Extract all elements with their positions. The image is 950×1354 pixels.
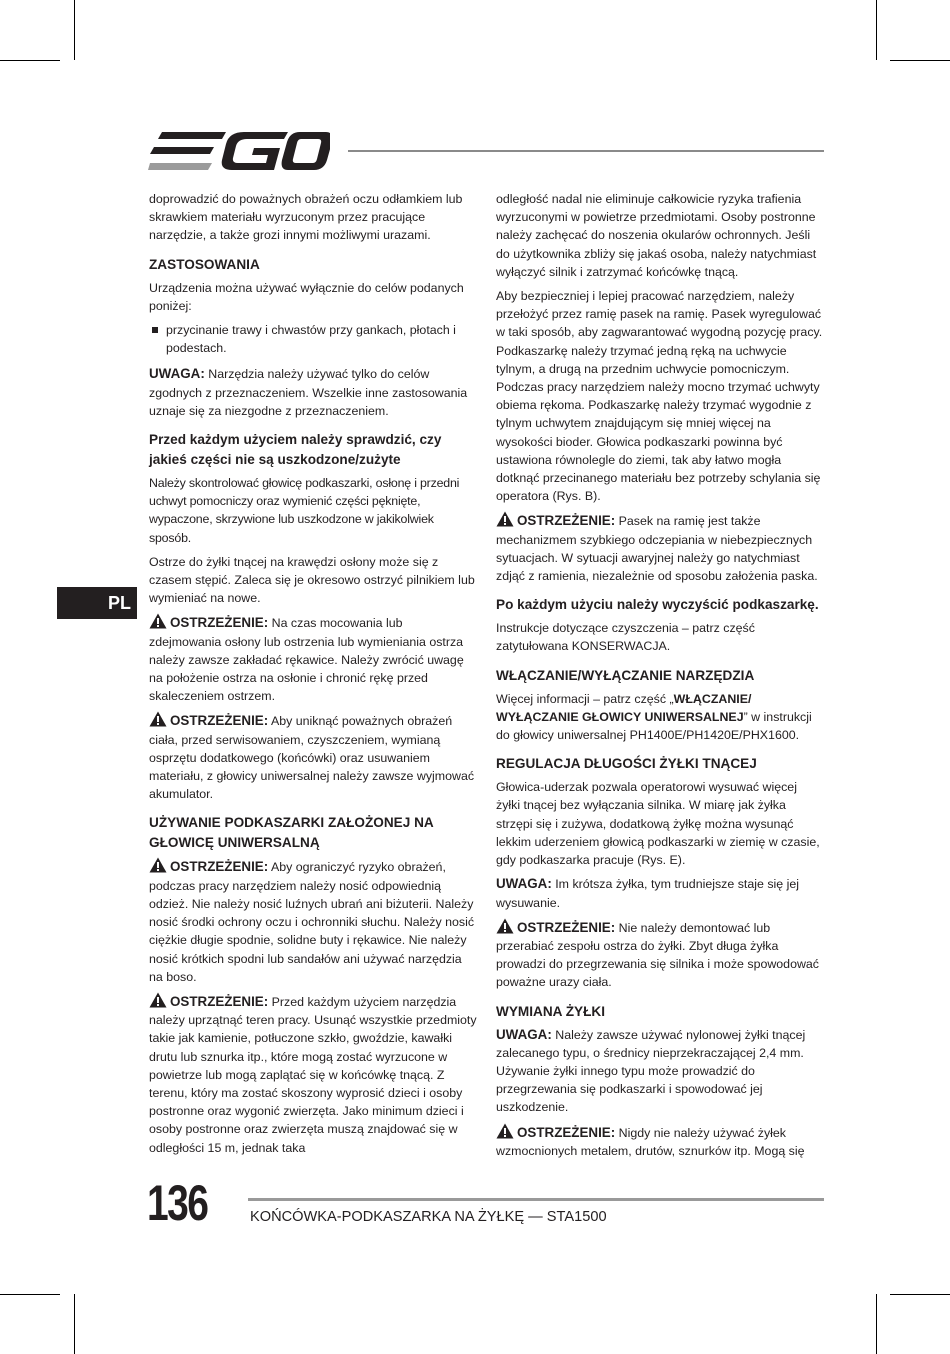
- language-tab: [57, 587, 137, 619]
- warning-icon: [149, 613, 167, 629]
- warning-text: Aby uniknąć poważnych obrażeń ciała, przed serwisowaniem, czyszczeniem, wymianą osprzętu dodatkowego (końcówki) oraz usuwaniem materiału, z głowicy uniwersalnej należy zawsze wyjmować akumulator.: [149, 714, 475, 802]
- warning-label: OSTRZEŻENIE:: [517, 513, 616, 529]
- paragraph: Głowica-uderzak pozwala operatorowi wysuwać więcej żyłki tnącej bez wyłączania silnika. W miarę jak żyłka strzępi się i zużywa, dodatkową żyłkę można wysunąć lekkim uderzeniem głowicą podkaszarki w ziemię w czasie, gdy podkaszarka pracuje (Rys. E).: [496, 780, 820, 868]
- left-column: [149, 190, 477, 1163]
- section-heading-using: UŻYWANIE PODKASZARKI ZAŁOŻONEJ NA GŁOWICĘ UNIWERSALNĄ: [149, 815, 434, 851]
- paragraph: Aby bezpieczniej i lepiej pracować narzędziem, należy przełożyć przez ramię pasek na ramię. Pasek wyregulować w taki sposób, aby zagwarantować wygodną pozycję pracy. Podkaszarkę należy trzymać jedną ręką na uchwycie tylnym, a drugą na przednim uchwycie pomocniczym. Podczas pracy narzędziem należy mocno trzymać uchwyty obiema rękoma. Podkaszarkę należy trzymać wygodnie z tylnym uchwytem znajdującym się mniej więcej na wysokości bioder. Głowica podkaszarki powinna być ustawiona równolegle do ziemi, tak aby łatwo mogła dotknąć przecinanego materiału bez potrzeby schylania się operatora (Rys. B).: [496, 289, 823, 504]
- note-label: UWAGA:: [496, 1026, 552, 1042]
- section-heading-on-off: WŁĄCZANIE/WYŁĄCZANIE NARZĘDZIA: [496, 667, 755, 683]
- language-tab-label: PL: [107, 593, 131, 613]
- note-label: UWAGA:: [496, 876, 552, 892]
- page-number: 136: [147, 1175, 208, 1231]
- warning: [149, 857, 477, 985]
- warning-text: Nigdy nie należy używać żyłek wzmocnionych metalem, drutów, sznurków itp. Mogą się: [496, 1125, 805, 1158]
- section-heading-check: Przed każdym użyciem należy sprawdzić, czy jakieś części nie są uszkodzone/zużyte: [149, 432, 442, 468]
- bullet-list: [149, 321, 477, 357]
- warning-label: OSTRZEŻENIE:: [170, 713, 269, 729]
- warning-text: Nie należy demontować lub przerabiać zespołu ostrza do żyłki. Zbyt długa żyłka prowadzi do przegrzewania się silnika i może spowodować poważne urazy ciała.: [496, 920, 820, 990]
- text-bold: WŁĄCZANIE/ WYŁĄCZANIE GŁOWICY UNIWERSALNEJ: [496, 691, 752, 724]
- text: Więcej informacji – patrz część „: [496, 691, 674, 706]
- section-heading-line-length: REGULACJA DŁUGOŚCI ŻYŁKI TNĄCEJ: [496, 756, 757, 772]
- warning-text: Na czas mocowania lub zdejmowania osłony lub ostrzenia lub wymieniania ostrza należy zawsze zakładać rękawice. Należy zwrócić uwagę na położenie ostrza na osłonie i chronić rękę przed skaleczeniem ostrzem.: [149, 616, 464, 704]
- crop-mark: [74, 0, 75, 60]
- warning: [149, 711, 477, 803]
- warning: [496, 1123, 824, 1160]
- crop-mark: [0, 60, 60, 61]
- warning-label: OSTRZEŻENIE:: [170, 615, 269, 631]
- footer-rule: [248, 1198, 824, 1201]
- section-heading-clean: Po każdym użyciu należy wyczyścić podkaszarkę.: [496, 597, 819, 613]
- warning-text: Aby ograniczyć ryzyko obrażeń, podczas pracy narzędziem należy nosić odpowiednią odzież. Nie należy nosić luźnych ubrań ani biżuterii. Należy nosić środki ochrony oczu i ochronniki słuchu. Należy nosić ciężkie długie spodnie, solidne buty i rękawice. Nie należy nosić krótkich spodni lub sandałów ani używać narzędzia na boso.: [149, 860, 475, 984]
- crop-mark: [74, 1294, 75, 1354]
- section-heading-applications: ZASTOSOWANIA: [149, 256, 260, 272]
- crop-mark: [0, 1294, 60, 1295]
- warning-icon: [496, 1123, 514, 1139]
- note-text: Im krótsza żyłka, tym trudniejsze staje się jej wysuwanie.: [496, 877, 799, 910]
- warning: [496, 511, 824, 585]
- warning-text: Pasek na ramię jest także mechanizmem szybkiego odczepiania w niebezpiecznych sytuacjach. W sytuacji awaryjnej należy go natychmiast zdjąć z ramienia, niezależnie od sposobu założenia paska.: [496, 514, 818, 584]
- warning: [149, 992, 477, 1157]
- paragraph: odległość nadal nie eliminuje całkowicie ryzyka trafienia wyrzuconymi w powietrze przedmiotami. Osoby postronne należy zachęcać do noszenia okularów ochronnych. Jeśli do użytkownika zbliży się jakaś osoba, należy natychmiast wyłączyć silnik i zatrzymać końcówkę tnącą.: [496, 192, 817, 279]
- right-column: [496, 190, 824, 1166]
- text: ” w instrukcji do głowicy uniwersalnej PH1400E/PH1420E/PHX1600.: [496, 709, 812, 743]
- paragraph: Ostrze do żyłki tnącej na krawędzi osłony może się z czasem stępić. Zaleca się je okresowo ostrzyć pilnikiem lub wymieniać na nowe.: [149, 554, 475, 606]
- section-heading-replace-line: WYMIANA ŻYŁKI: [496, 1003, 605, 1019]
- footer-title: KOŃCÓWKA-PODKASZARKA NA ŻYŁKĘ — STA1500: [250, 1209, 607, 1225]
- note-text: Należy zawsze używać nylonowej żyłki tnącej zalecanego typu, o średnicy nieprzekraczającej 2,4 mm. Używanie żyłki innego typu może prowadzić do przegrzewania się podkaszarki i spowodować jej uszkodzenie.: [496, 1027, 806, 1115]
- crop-mark: [876, 1294, 877, 1354]
- warning-label: OSTRZEŻENIE:: [170, 993, 269, 1009]
- warning: [149, 613, 477, 705]
- note: [496, 875, 824, 911]
- paragraph: [496, 690, 824, 745]
- warning: [496, 918, 824, 992]
- warning-icon: [149, 992, 167, 1008]
- list-item: przycinanie trawy i chwastów przy gankach, płotach i podestach.: [149, 321, 477, 357]
- note: [496, 1026, 824, 1117]
- note: [149, 365, 477, 420]
- warning-icon: [496, 918, 514, 934]
- warning-label: OSTRZEŻENIE:: [170, 859, 269, 875]
- warning-label: OSTRZEŻENIE:: [517, 1124, 616, 1140]
- ego-logo-text: EGO: [148, 130, 151, 131]
- paragraph: Urządzenia można używać wyłącznie do celów podanych poniżej:: [149, 280, 464, 313]
- warning-icon: [149, 857, 167, 873]
- warning-label: OSTRZEŻENIE:: [517, 919, 616, 935]
- paragraph: Instrukcje dotyczące czyszczenia – patrz część zatytułowana KONSERWACJA.: [496, 621, 755, 654]
- paragraph: doprowadzić do poważnych obrażeń oczu odłamkiem lub skrawkiem materiału wyrzuconym przez pracujące narzędzie, a także grozi innymi możliwymi urazami.: [149, 192, 463, 243]
- crop-mark: [890, 60, 950, 61]
- ego-logo: [148, 130, 330, 172]
- crop-mark: [890, 1294, 950, 1295]
- warning-text: Przed każdym użyciem narzędzia należy uprzątnąć teren pracy. Usunąć wszystkie przedmioty takie jak kamienie, potłuczone szkło, gwoździe, kawałki drutu lub sznurka itp., które mogą zostać wyrzucone w powietrze lub mogą zaplątać się w końcówkę tnącą. Z terenu, który ma zostać skoszony wyprosić dzieci i osoby postronne oraz wygonić zwierzęta. Jako minimum dzieci i osoby postronne oraz zwierzęta muszą znajdować się w odległości 15 m, jednak taka: [149, 994, 477, 1155]
- crop-mark: [876, 0, 877, 60]
- paragraph: Należy skontrolować głowicę podkaszarki, osłonę i przedni uchwyt pomocniczy oraz wymienić części pęknięte, wypaczone, skrzywione lub uszkodzone w jakikolwiek sposób.: [149, 476, 460, 545]
- warning-icon: [149, 711, 167, 727]
- note-label: UWAGA:: [149, 366, 205, 382]
- warning-icon: [496, 511, 514, 527]
- header-rule: [348, 150, 824, 152]
- note-text: Narzędzia należy używać tylko do celów zgodnych z przeznaczeniem. Wszelkie inne zastosowania uznaje się za niezgodne z przeznaczeniem.: [149, 367, 468, 418]
